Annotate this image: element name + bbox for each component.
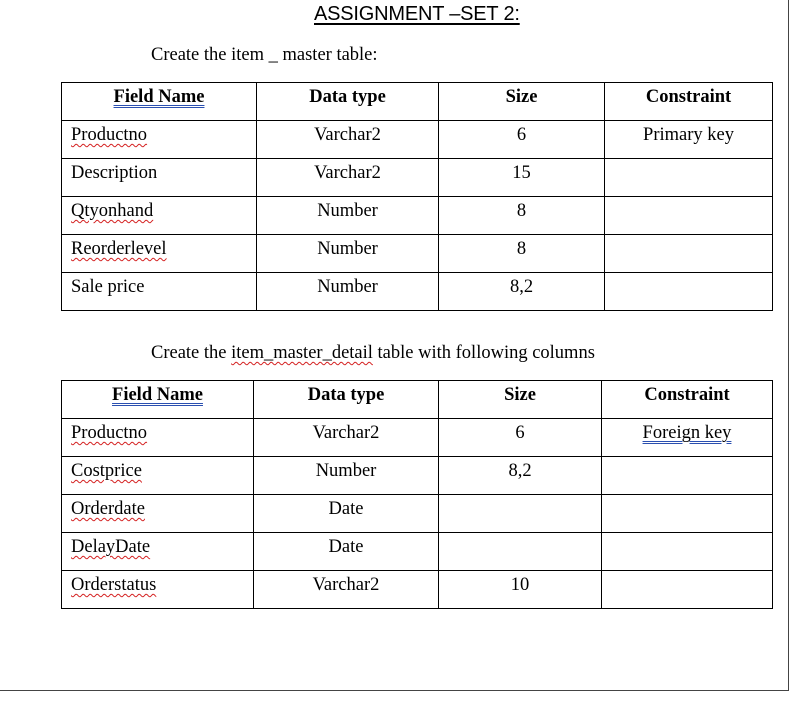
table-header-row <box>62 381 773 419</box>
cell-constraint <box>605 273 773 311</box>
header-constraint: Constraint <box>602 381 773 419</box>
table-row <box>62 273 773 311</box>
cell-data-type: Number <box>257 235 439 273</box>
cell-field-name: Reorderlevel <box>62 235 257 273</box>
cell-size: 10 <box>439 571 602 609</box>
cell-data-type: Varchar2 <box>254 419 439 457</box>
table-row <box>62 121 773 159</box>
cell-field-name: Productno <box>62 121 257 159</box>
cell-size: 15 <box>439 159 605 197</box>
table-row <box>62 159 773 197</box>
table-header-row <box>62 83 773 121</box>
cell-data-type: Date <box>254 533 439 571</box>
cell-field-name: Sale price <box>62 273 257 311</box>
cell-field-name: Orderstatus <box>62 571 254 609</box>
table-row <box>62 533 773 571</box>
header-size: Size <box>439 83 605 121</box>
cell-size <box>439 495 602 533</box>
cell-data-type: Varchar2 <box>254 571 439 609</box>
page-title: ASSIGNMENT –SET 2: <box>314 3 520 25</box>
cell-constraint <box>605 235 773 273</box>
header-data-type: Data type <box>254 381 439 419</box>
cell-constraint: Primary key <box>605 121 773 159</box>
cell-field-name: Productno <box>62 419 254 457</box>
item-master-table <box>61 82 773 311</box>
table2-caption: Create the item_master_detail table with following columns <box>151 343 595 363</box>
cell-size: 6 <box>439 121 605 159</box>
table-row <box>62 235 773 273</box>
table-row <box>62 197 773 235</box>
cell-constraint <box>605 159 773 197</box>
cell-field-name: Costprice <box>62 457 254 495</box>
cell-data-type: Number <box>257 197 439 235</box>
page-edge-bottom <box>0 690 789 691</box>
cell-data-type: Number <box>257 273 439 311</box>
table-row <box>62 457 773 495</box>
cell-size: 8 <box>439 235 605 273</box>
table-name-text: item_master_detail <box>231 343 373 363</box>
cell-size: 6 <box>439 419 602 457</box>
cell-constraint <box>602 495 773 533</box>
cell-field-name: DelayDate <box>62 533 254 571</box>
cell-data-type: Varchar2 <box>257 159 439 197</box>
header-field-name: Field Name <box>62 381 254 419</box>
cell-size: 8 <box>439 197 605 235</box>
cell-constraint <box>602 571 773 609</box>
cell-size <box>439 533 602 571</box>
table-row <box>62 419 773 457</box>
cell-size: 8,2 <box>439 457 602 495</box>
header-size: Size <box>439 381 602 419</box>
header-field-name: Field Name <box>62 83 257 121</box>
page-edge-right <box>788 0 789 691</box>
cell-data-type: Date <box>254 495 439 533</box>
cell-field-name: Orderdate <box>62 495 254 533</box>
table-row <box>62 571 773 609</box>
cell-constraint <box>602 533 773 571</box>
header-data-type: Data type <box>257 83 439 121</box>
cell-constraint <box>605 197 773 235</box>
cell-constraint <box>602 457 773 495</box>
table-row <box>62 495 773 533</box>
cell-data-type: Number <box>254 457 439 495</box>
cell-field-name: Qtyonhand <box>62 197 257 235</box>
header-constraint: Constraint <box>605 83 773 121</box>
cell-constraint: Foreign key <box>602 419 773 457</box>
item-master-detail-table <box>61 380 773 609</box>
table1-caption: Create the item _ master table: <box>151 45 378 65</box>
cell-field-name: Description <box>62 159 257 197</box>
cell-size: 8,2 <box>439 273 605 311</box>
cell-data-type: Varchar2 <box>257 121 439 159</box>
